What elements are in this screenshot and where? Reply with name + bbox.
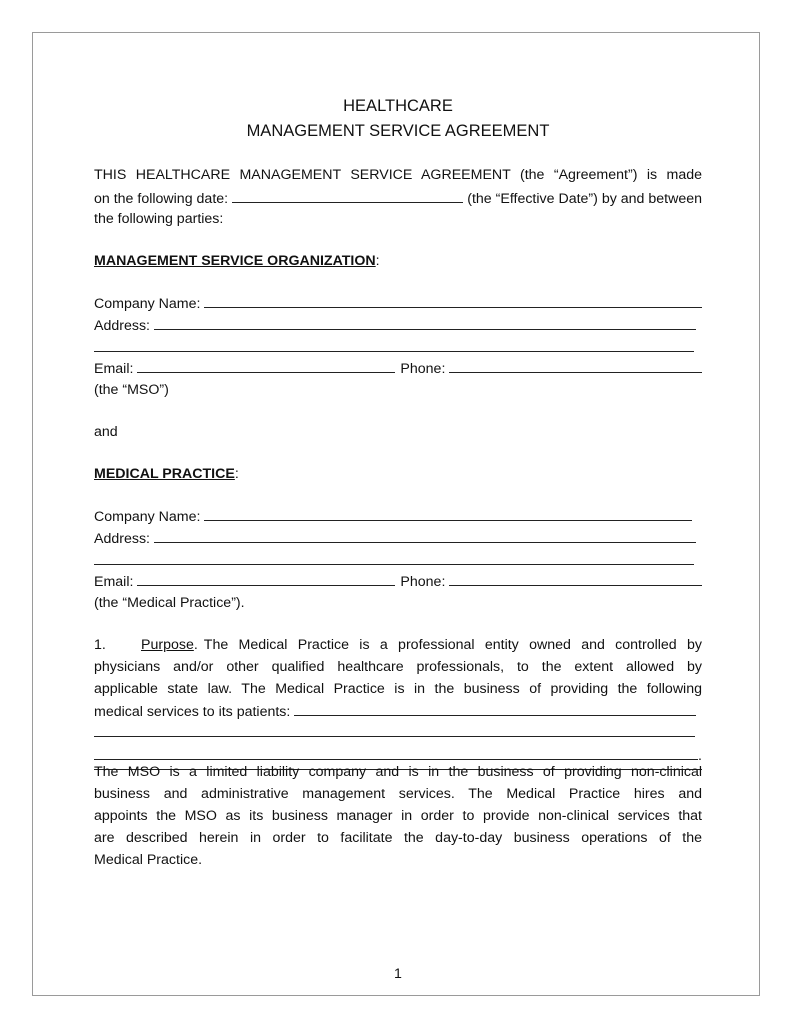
- practice-heading-colon: :: [234, 466, 239, 482]
- page-number: 1: [394, 966, 402, 982]
- practice-address-row: [94, 527, 702, 550]
- section1-para2-line3: appoints the MSO as its business manager in order to provide non-clinical services that: [94, 808, 702, 824]
- mso-email-label: Email:: [94, 361, 134, 377]
- services-end-period: .: [698, 748, 702, 764]
- mso-address-field-2[interactable]: [94, 351, 694, 352]
- practice-phone-label: Phone:: [400, 574, 446, 590]
- mso-company-label: Company Name:: [94, 296, 201, 312]
- practice-contact-row: [94, 570, 702, 593]
- section1-services-label: medical services to its patients:: [94, 704, 291, 720]
- mso-heading-line: [94, 250, 702, 272]
- services-field-1[interactable]: [294, 700, 696, 716]
- mso-address-row: [94, 314, 702, 337]
- mso-company-field[interactable]: [204, 292, 702, 308]
- section1-number: 1.: [94, 637, 106, 653]
- intro-date-label: on the following date:: [94, 191, 229, 207]
- mso-contact-row: [94, 357, 702, 380]
- practice-address-label: Address:: [94, 531, 150, 547]
- practice-email-label: Email:: [94, 574, 134, 590]
- section1-heading-period: .: [193, 637, 198, 653]
- services-field-2[interactable]: [94, 736, 695, 737]
- intro-line3: the following parties:: [94, 211, 224, 227]
- practice-heading-line: [94, 463, 702, 485]
- section1-line4: [94, 700, 702, 723]
- section1-heading: Purpose: [141, 637, 194, 653]
- intro-date-suffix: (the “Effective Date”) by and between: [467, 191, 702, 207]
- mso-address-field[interactable]: [154, 314, 696, 330]
- practice-company-label: Company Name:: [94, 509, 201, 525]
- section1-line3: applicable state law. The Medical Practice is in the business of providing the following: [94, 681, 702, 697]
- practice-address-field-2[interactable]: [94, 564, 694, 565]
- effective-date-field[interactable]: [232, 187, 463, 203]
- services-field-3[interactable]: [94, 744, 698, 760]
- section1-line1-text: The Medical Practice is a professional entity owned and controlled by: [203, 637, 702, 653]
- mso-designation: (the “MSO”): [94, 382, 169, 398]
- practice-phone-field[interactable]: [449, 570, 702, 586]
- mso-address-label: Address:: [94, 318, 150, 334]
- intro-line1: THIS HEALTHCARE MANAGEMENT SERVICE AGREEMENT (the “Agreement”) is made: [94, 167, 702, 183]
- section1-para2-line4: are described herein in order to facilitate the day-to-day business operations of the: [94, 830, 702, 846]
- document-title-line2: MANAGEMENT SERVICE AGREEMENT: [246, 122, 550, 140]
- practice-heading: MEDICAL PRACTICE: [94, 466, 235, 482]
- section1-line1: [94, 634, 702, 656]
- mso-phone-label: Phone:: [400, 361, 446, 377]
- and-text: and: [94, 424, 118, 440]
- section1-para2-line1: The MSO is a limited liability company and is in the business of providing non-clinical: [94, 764, 702, 780]
- mso-email-field[interactable]: [137, 357, 395, 373]
- document-page: [32, 32, 760, 996]
- document-title-line1: HEALTHCARE: [343, 97, 453, 115]
- practice-email-field[interactable]: [137, 570, 395, 586]
- mso-company-row: [94, 292, 702, 315]
- practice-address-field[interactable]: [154, 527, 696, 543]
- mso-heading: MANAGEMENT SERVICE ORGANIZATION: [94, 253, 376, 269]
- intro-line2: [94, 187, 702, 210]
- section1-line2: physicians and/or other qualified healthcare professionals, to the extent allowed by: [94, 659, 702, 675]
- section1-para2-line5: Medical Practice.: [94, 852, 203, 868]
- section1-para2-line2: business and administrative management services. The Medical Practice hires and: [94, 786, 702, 802]
- mso-phone-field[interactable]: [449, 357, 702, 373]
- practice-company-row: [94, 505, 702, 528]
- practice-designation: (the “Medical Practice”).: [94, 595, 245, 611]
- practice-company-field[interactable]: [204, 505, 692, 521]
- mso-heading-colon: :: [375, 253, 380, 269]
